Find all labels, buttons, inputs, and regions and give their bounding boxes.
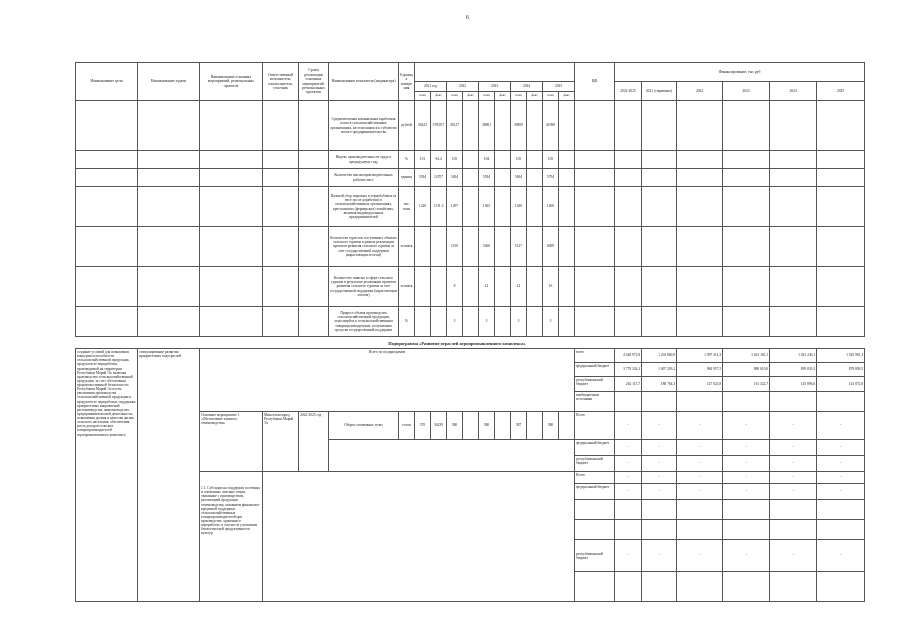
indicator-unit: % (399, 151, 415, 169)
empty-cell (817, 267, 865, 307)
empty-cell (723, 151, 770, 169)
empty-cell (200, 101, 263, 151)
fin-title: Финансирование, тыс.руб (615, 63, 865, 82)
fin-value: 3 770 334,1 (615, 363, 642, 377)
indicator-value (495, 267, 511, 307)
indicator-value: 5394 (415, 169, 431, 187)
fin-value: 878 809,5 (817, 363, 865, 377)
empty-cell (770, 307, 817, 337)
empty-cell (299, 151, 329, 169)
indicator-value (527, 307, 543, 337)
empty-cell (263, 267, 299, 307)
empty-cell (200, 169, 263, 187)
year-2023: 2023 (479, 82, 511, 92)
fin-value: 143 072,8 (817, 377, 865, 392)
fin-value: 984 957,5 (677, 363, 723, 377)
indicator-row (76, 227, 865, 267)
indicator-value: 105 (511, 151, 527, 169)
indicator-value (495, 187, 511, 227)
indicator-value: 5694 (511, 169, 527, 187)
indicator-value (463, 169, 479, 187)
empty-cell (677, 227, 723, 267)
fin-value: - (723, 412, 770, 440)
indicator-value (431, 267, 447, 307)
empty-cell (642, 101, 677, 151)
empty-cell (138, 187, 200, 227)
col-goal-header: Наименование цели (76, 63, 138, 101)
indicator-row (76, 151, 865, 169)
empty-cell (642, 267, 677, 307)
empty-cell (76, 267, 138, 307)
total-label: Всего по подпрограмме (200, 349, 575, 412)
indicator-value: 8499 (543, 227, 559, 267)
indicator-value: 380 (447, 412, 463, 440)
indicator-value (559, 227, 575, 267)
fact-label: факт (495, 92, 511, 101)
indicator-value: 16 (543, 267, 559, 307)
empty-cell (642, 169, 677, 187)
fin-value: - (642, 484, 677, 500)
empty-cell (770, 101, 817, 151)
fin-value: - (817, 440, 865, 456)
indicator-value (527, 151, 543, 169)
indicator-value (495, 307, 511, 337)
empty-cell (723, 169, 770, 187)
fin-src: федеральный бюджет (575, 484, 615, 500)
fin-value: 1 041 165,1 (723, 349, 770, 363)
empty-cell (76, 187, 138, 227)
fin-value: - (817, 484, 865, 500)
fin-value: 1 203 860,9 (642, 349, 677, 363)
indicator-value (495, 151, 511, 169)
fin-src: федеральный бюджет (575, 363, 615, 377)
indicator-value (527, 227, 543, 267)
indicator-unit: человек (399, 267, 415, 307)
indicator-value: 14707 (431, 169, 447, 187)
indicator-value: 3 (543, 307, 559, 337)
fin-value: 188 764,3 (642, 377, 677, 392)
indicator-value: 101 (415, 151, 431, 169)
indicator-value: 12 (479, 267, 495, 307)
empty-cell (615, 169, 642, 187)
indicator-value: 5794 (543, 169, 559, 187)
measure-1-period: 2022-2025 год (299, 412, 329, 472)
empty-cell (263, 101, 299, 151)
empty-cell (615, 227, 642, 267)
indicator-name: Количество высокопроизводительных рабочих мест (329, 169, 399, 187)
empty-cell (677, 307, 723, 337)
empty-cell (76, 151, 138, 169)
indicator-row (76, 307, 865, 337)
fin-src: республиканский бюджет (575, 456, 615, 472)
fin-value: - (770, 484, 817, 500)
empty-cell (299, 169, 329, 187)
empty-cell (263, 169, 299, 187)
indicator-value: 380 (479, 412, 495, 440)
empty-cell (200, 307, 263, 337)
year-2022: 2022 (447, 82, 479, 92)
indicator-value: 38127 (447, 101, 463, 151)
empty-cell (299, 187, 329, 227)
indicator-name: Прирост объема производства сельскохозяйственной продукции, относящейся к сельскохозяйственным товаропроизводителям, получившим средства государственной поддержки (329, 307, 399, 337)
empty-cell (575, 101, 615, 151)
indicator-value (431, 227, 447, 267)
empty-cell (76, 307, 138, 337)
indicator-value: 5460 (479, 227, 495, 267)
indicator-value (559, 187, 575, 227)
empty-cell (575, 187, 615, 227)
empty-cell (770, 267, 817, 307)
fin-value: - (817, 412, 865, 440)
fin-value: 895 033,3 (770, 363, 817, 377)
measure-1-unit: голов (399, 412, 415, 440)
empty-cell (677, 101, 723, 151)
empty-cell (677, 169, 723, 187)
empty-cell (138, 151, 200, 169)
indicator-value (463, 151, 479, 169)
indicator-unit: рублей (399, 101, 415, 151)
page-number: 6 (466, 15, 469, 21)
empty-cell (76, 101, 138, 151)
subprogram-table (75, 348, 865, 602)
indicator-value: 3 (479, 307, 495, 337)
empty-cell (642, 227, 677, 267)
indicator-value (527, 267, 543, 307)
indicator-value: 38881 (479, 101, 495, 151)
fin-value: 1 007 293,2 (642, 363, 677, 377)
plan-label: план (543, 92, 559, 101)
empty-cell (817, 101, 865, 151)
fin-value: - (677, 484, 723, 500)
task-cell: стимулирование развития приоритетных подотраслей (138, 349, 200, 602)
fin-value: - (723, 484, 770, 500)
indicator-value: 1220 (415, 187, 431, 227)
indicator-value (495, 412, 511, 440)
empty-cell (263, 187, 299, 227)
indicator-value: 94,4 (431, 151, 447, 169)
empty-cell (723, 101, 770, 151)
fin-value: - (677, 540, 723, 572)
fin-value: 262 115,7 (615, 377, 642, 392)
fin-value: - (723, 540, 770, 572)
subprogram-title: Подпрограмма «Развитие отраслей агропромышленного комплекса» (388, 341, 526, 346)
fact-label: факт (463, 92, 479, 101)
fin-src: республиканский бюджет (575, 540, 615, 572)
col-period-header: Сроки реализации основных мероприятий, региональных проектов (299, 63, 329, 101)
indicator-value: 3 (511, 307, 527, 337)
fin-value: - (677, 412, 723, 440)
empty-cell (263, 151, 299, 169)
indicator-name: Валовой сбор зерновых и зернобобовых (в весе после доработки) в сельскохозяйственных организациях, крестьянских (фермерских) хозяйствах, включая индивидуальных предпринимателей (329, 187, 399, 227)
empty-cell (817, 151, 865, 169)
indicator-value (463, 412, 479, 440)
fin-value: - (817, 540, 865, 572)
fin-value: - (642, 412, 677, 440)
fin-value: - (770, 440, 817, 456)
fin-value: - (615, 440, 642, 456)
empty-cell (138, 307, 200, 337)
empty-cell (299, 101, 329, 151)
empty-cell (817, 187, 865, 227)
plan-label: план (479, 92, 495, 101)
empty-cell (770, 151, 817, 169)
indicator-value: 1150 (447, 227, 463, 267)
empty-cell (138, 169, 200, 187)
empty-cell (723, 267, 770, 307)
fin-col-2024: 2024 (770, 82, 817, 101)
indicator-value (527, 101, 543, 151)
year-2021: 2021 год (415, 82, 447, 92)
indicator-value (463, 187, 479, 227)
empty-cell (76, 227, 138, 267)
empty-cell (615, 307, 642, 337)
fin-col-2021: 2021 (справочно) (642, 82, 677, 101)
empty-cell (200, 267, 263, 307)
fin-value: 1 043 981,3 (817, 349, 865, 363)
fin-value: - (677, 472, 723, 484)
fin-value: - (677, 456, 723, 472)
indicator-value: 380 (543, 412, 559, 440)
empty-cell (138, 227, 200, 267)
empty-cell (575, 169, 615, 187)
empty-cell (615, 101, 642, 151)
indicator-value: 387 (511, 412, 527, 440)
empty-cell (299, 307, 329, 337)
empty-cell (723, 187, 770, 227)
plan-label: план (511, 92, 527, 101)
indicator-name: Количество туристов, посетивших объекты сельского туризма в рамках реализации проектов развития сельского туризма за счет государственной поддержки (нарастающим итогом) (329, 227, 399, 267)
fin-src: республиканский бюджет (575, 377, 615, 392)
indicator-value (559, 307, 575, 337)
year-2024: 2024 (511, 82, 543, 92)
empty-cell (575, 307, 615, 337)
indicator-unit: человек (399, 227, 415, 267)
fin-value: - (723, 472, 770, 484)
empty-cell (723, 307, 770, 337)
empty-cell (817, 169, 865, 187)
indicator-value: 12 (511, 267, 527, 307)
empty-cell (200, 227, 263, 267)
indicator-value (559, 412, 575, 440)
empty-cell (615, 267, 642, 307)
fin-src: всего (575, 349, 615, 363)
years-blank-cell (415, 63, 575, 82)
indicator-value (415, 267, 431, 307)
empty-cell (677, 187, 723, 227)
indicator-value (463, 101, 479, 151)
empty-cell (677, 267, 723, 307)
indicator-value: 5494 (447, 169, 463, 187)
indicator-value (527, 187, 543, 227)
empty-cell (677, 151, 723, 169)
indicator-row (76, 169, 865, 187)
indicator-value: 1363 (479, 187, 495, 227)
fin-col-2022-2025: 2022-2025 (615, 82, 642, 101)
indicator-value: 1297 (447, 187, 463, 227)
fin-value: - (642, 540, 677, 572)
empty-cell (575, 227, 615, 267)
empty-cell (770, 227, 817, 267)
indicator-value: 36239 (431, 412, 447, 440)
fin-src: федеральный бюджет (575, 440, 615, 456)
indicator-value: 370 (415, 412, 431, 440)
fin-value: - (642, 456, 677, 472)
indicator-row (76, 267, 865, 307)
empty-cell (575, 151, 615, 169)
goal-cell: создание условий для повышения конкурентоспособности сельскохозяйственной продукции, продуктов ее переработки, производимой на территории Республики Марий Эл, включая производство сельскохозяйственной продукции, за счет обеспечения продовольственной безопасности Республики Марий Эл путем увеличения производства сельскохозяйственной продукции и продуктов ее переработки, поддержки приоритетных направлений растениеводства, животноводства, предпринимательской деятельности, повышения уровня и качества жизни сельского населения, обеспечения роста доходов сельских товаропроизводителей агропромышленного комплекса (76, 349, 138, 602)
fin-value: - (677, 440, 723, 456)
empty-cell (299, 267, 329, 307)
indicator-value (415, 307, 431, 337)
empty-cell (817, 307, 865, 337)
empty-cell (642, 187, 677, 227)
empty-cell (263, 307, 299, 337)
fin-value: - (817, 472, 865, 484)
fin-value: 4 440 972,8 (615, 349, 642, 363)
fin-value: - (770, 540, 817, 572)
empty-cell (770, 169, 817, 187)
empty-cell (575, 267, 615, 307)
indicator-row (76, 101, 865, 151)
fin-value: 1 041 240,1 (770, 349, 817, 363)
fin-value: 147 023,8 (677, 377, 723, 392)
indicator-value (559, 169, 575, 187)
col-task-header: Наименование задачи (138, 63, 200, 101)
empty-cell (200, 151, 263, 169)
col-resp-header: Ответственный исполнитель, соисполнитель, участник (263, 63, 299, 101)
indicator-name: Количество занятых в сфере сельского туризма в результате реализации проектов развития сельского туризма за счет государственной поддержки (нарастающим итогом) (329, 267, 399, 307)
fin-src: Всего (575, 412, 615, 440)
fin-value: - (615, 456, 642, 472)
indicator-value: 105 (543, 151, 559, 169)
fin-value: - (615, 484, 642, 500)
fin-value: - (642, 472, 677, 484)
indicator-value (463, 227, 479, 267)
fin-src: Всего (575, 472, 615, 484)
indicator-value: 39859 (511, 101, 527, 151)
empty-cell (615, 187, 642, 227)
indicator-value: 104 (479, 151, 495, 169)
year-2025: 2025 (543, 82, 575, 92)
indicator-value: 1131,3 (431, 187, 447, 227)
col-unit-header: Единица измерения (399, 63, 415, 101)
empty-cell (299, 227, 329, 267)
indicator-value (559, 267, 575, 307)
fin-value: - (615, 412, 642, 440)
fin-col-2025: 2025 (817, 82, 865, 101)
fin-value: - (723, 440, 770, 456)
empty-cell (615, 151, 642, 169)
indicator-value: 5127 (511, 227, 527, 267)
indicator-value: 3 (447, 307, 463, 337)
indicator-unit: единиц (399, 169, 415, 187)
indicator-table (75, 62, 865, 337)
indicator-value (495, 101, 511, 151)
indicator-value (415, 227, 431, 267)
empty-cell (642, 151, 677, 169)
indicator-value: 5594 (479, 169, 495, 187)
fin-src: внебюджетные источники (575, 392, 615, 412)
measure-1-name: Основное мероприятие 1 «Обеспечение элитного семеноводства» (200, 412, 263, 472)
fin-value: - (615, 540, 642, 572)
indicator-value (431, 307, 447, 337)
indicator-value (527, 169, 543, 187)
fin-value: - (615, 472, 642, 484)
col-measure-header: Наименование основных мероприятий, региональных проектов (200, 63, 263, 101)
fin-value: - (770, 412, 817, 440)
fin-value: 161 322,7 (723, 377, 770, 392)
empty-cell (200, 187, 263, 227)
indicator-unit: тыс. тонн (399, 187, 415, 227)
empty-cell (723, 227, 770, 267)
fin-value: 145 096,6 (770, 377, 817, 392)
empty-cell (642, 307, 677, 337)
fin-value: - (817, 456, 865, 472)
indicator-value (495, 169, 511, 187)
plan-label: план (447, 92, 463, 101)
empty-cell (817, 227, 865, 267)
indicator-row (76, 187, 865, 227)
empty-cell (138, 267, 200, 307)
indicator-value: 8 (447, 267, 463, 307)
plan-label: план (415, 92, 431, 101)
indicator-value: 1430 (511, 187, 527, 227)
indicator-value: 36423 (415, 101, 431, 151)
fin-value: - (770, 456, 817, 472)
fin-value: 1 097 314,3 (677, 349, 723, 363)
fact-label: факт (431, 92, 447, 101)
measure-1-resp: Минсельхозпрод Республики Марий Эл (263, 412, 299, 472)
fact-label: факт (527, 92, 543, 101)
empty-cell (770, 187, 817, 227)
empty-cell (76, 169, 138, 187)
indicator-rows (76, 101, 865, 337)
indicator-value: 1400 (543, 187, 559, 227)
indicator-value: 37839,7 (431, 101, 447, 151)
indicator-name: Индекс производительности труда к предыдущему году (329, 151, 399, 169)
indicator-value (463, 307, 479, 337)
empty-cell (138, 101, 200, 151)
indicator-value (559, 101, 575, 151)
indicator-value (495, 227, 511, 267)
col-cf-header: ЦФ (575, 63, 615, 101)
fin-value: - (770, 472, 817, 484)
empty-cell (263, 227, 299, 267)
fin-col-2023: 2023 (723, 82, 770, 101)
indicator-name: Среднемесячная номинальная заработная плата в сельскохозяйственных организациях, не относящихся к субъектам малого предпринимательства (329, 101, 399, 151)
indicator-value (463, 267, 479, 307)
indicator-value (527, 412, 543, 440)
fin-value: - (723, 456, 770, 472)
fin-col-2022: 2022 (677, 82, 723, 101)
indicator-value: 41098 (543, 101, 559, 151)
fact-label: факт (559, 92, 575, 101)
indicator-unit: % (399, 307, 415, 337)
measure-1-1-name: 1.1. Субсидии на поддержку посевных и племенных элитных семян, связанные с производством, реализацией продукции семеноводства, оказанием финансово-кредитной поддержки сельскохозяйственных товаропроизводителей при производстве, хранении и переработке, в том числе улучшения биологической продуктивности культур (200, 472, 263, 602)
measure-1-indicator: Оборот племенных телят (329, 412, 399, 440)
indicator-value (559, 151, 575, 169)
col-indicator-header: Наименование показателя (индикатора) (329, 63, 399, 101)
fin-value: - (642, 440, 677, 456)
fin-value: 880 010,0 (723, 363, 770, 377)
indicator-value: 105 (447, 151, 463, 169)
